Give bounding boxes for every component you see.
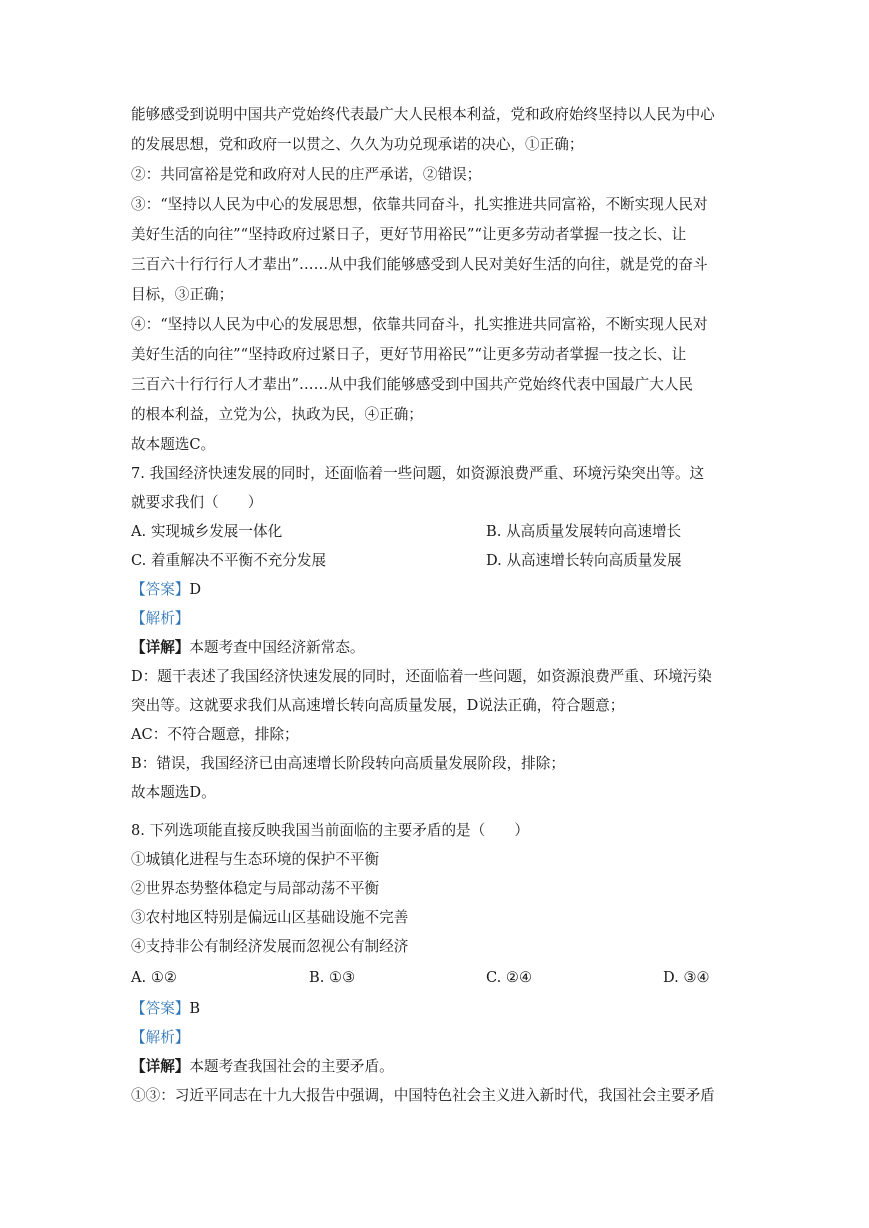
q7-stem-line-2: 就要求我们（ ） bbox=[131, 494, 263, 511]
text-line: 三百六十行行行人才辈出”……从中我们能够感受到人民对美好生活的向往，就是党的奋斗 bbox=[131, 256, 708, 273]
analysis-label: 【解析】 bbox=[131, 1029, 190, 1046]
q7-option-d: D. 从高速增长转向高质量发展 bbox=[486, 552, 682, 569]
q8-item-3: ③农村地区特别是偏远山区基础设施不完善 bbox=[131, 909, 409, 926]
text-line: 的根本利益，立党为公，执政为民，④正确； bbox=[131, 406, 423, 423]
q7-analysis bbox=[131, 604, 189, 634]
text-line: 三百六十行行行人才辈出”……从中我们能够感受到中国共产党始终代表中国最广大人民 bbox=[131, 376, 694, 393]
text-line: 美好生活的向往”“坚持政府过紧日子，更好节用裕民”“让更多劳动者掌握一技之长、让 bbox=[131, 346, 687, 363]
detail-label: 【详解】 bbox=[131, 1058, 190, 1075]
answer-value: D bbox=[189, 581, 202, 598]
text-line: 突出等。这就要求我们从高速增长转向高质量发展，D说法正确，符合题意； bbox=[131, 697, 625, 714]
conclusion-line: 故本题选D。 bbox=[131, 784, 216, 801]
q8-option-d: D. ③④ bbox=[663, 969, 710, 986]
text-line: ③：“坚持以人民为中心的发展思想，依靠共同奋斗，扎实推进共同富裕，不断实现人民对 bbox=[131, 196, 708, 213]
text-line: ④：“坚持以人民为中心的发展思想，依靠共同奋斗，扎实推进共同富裕，不断实现人民对 bbox=[131, 316, 708, 333]
q8-item-4: ④支持非公有制经济发展而忽视公有制经济 bbox=[131, 938, 409, 955]
q8-option-b: B. ①③ bbox=[309, 969, 356, 986]
detail-text: 本题考查我国社会的主要矛盾。 bbox=[189, 1058, 394, 1075]
text-line: D：题干表述了我国经济快速发展的同时，还面临着一些问题，如资源浪费严重、环境污染 bbox=[131, 668, 712, 685]
text-line: ①③：习近平同志在十九大报告中强调，中国特色社会主义进入新时代，我国社会主要矛盾 bbox=[131, 1087, 715, 1104]
text-line: B：错误，我国经济已由高速增长阶段转向高质量发展阶段，排除； bbox=[131, 755, 565, 772]
conclusion-line: 故本题选C。 bbox=[131, 436, 216, 453]
detail-label: 【详解】 bbox=[131, 639, 190, 656]
q7-detail bbox=[131, 633, 365, 663]
q7-answer bbox=[131, 575, 201, 605]
q8-item-1: ①城镇化进程与生态环境的保护不平衡 bbox=[131, 851, 380, 868]
analysis-label: 【解析】 bbox=[131, 610, 190, 627]
answer-label: 【答案】 bbox=[131, 581, 190, 598]
detail-text: 本题考查中国经济新常态。 bbox=[189, 639, 365, 656]
q8-detail bbox=[131, 1052, 394, 1082]
q8-item-2: ②世界态势整体稳定与局部动荡不平衡 bbox=[131, 880, 380, 897]
text-line: 美好生活的向往”“坚持政府过紧日子，更好节用裕民”“让更多劳动者掌握一技之长、让 bbox=[131, 226, 687, 243]
q7-option-b: B. 从高质量发展转向高速增长 bbox=[486, 523, 682, 540]
q7-option-c: C. 着重解决不平衡不充分发展 bbox=[131, 552, 327, 569]
answer-label: 【答案】 bbox=[131, 1000, 190, 1017]
q7-option-a: A. 实现城乡发展一体化 bbox=[131, 523, 283, 540]
q8-option-a: A. ①② bbox=[131, 969, 177, 986]
text-line: 能够感受到说明中国共产党始终代表最广大人民根本利益，党和政府始终坚持以人民为中心 bbox=[131, 106, 715, 123]
q8-answer bbox=[131, 994, 200, 1024]
q8-analysis bbox=[131, 1023, 189, 1053]
q8-stem: 8. 下列选项能直接反映我国当前面临的主要矛盾的是（ ） bbox=[131, 822, 530, 839]
text-line: AC：不符合题意，排除； bbox=[131, 726, 299, 743]
text-line: 目标，③正确； bbox=[131, 286, 234, 303]
text-line: ②：共同富裕是党和政府对人民的庄严承诺，②错误； bbox=[131, 166, 482, 183]
answer-value: B bbox=[189, 1000, 201, 1017]
q8-option-c: C. ②④ bbox=[486, 969, 533, 986]
text-line: 的发展思想，党和政府一以贯之、久久为功兑现承诺的决心，①正确； bbox=[131, 136, 584, 153]
q7-stem-line-1: 7. 我国经济快速发展的同时，还面临着一些问题，如资源浪费严重、环境污染突出等。这 bbox=[131, 465, 705, 482]
